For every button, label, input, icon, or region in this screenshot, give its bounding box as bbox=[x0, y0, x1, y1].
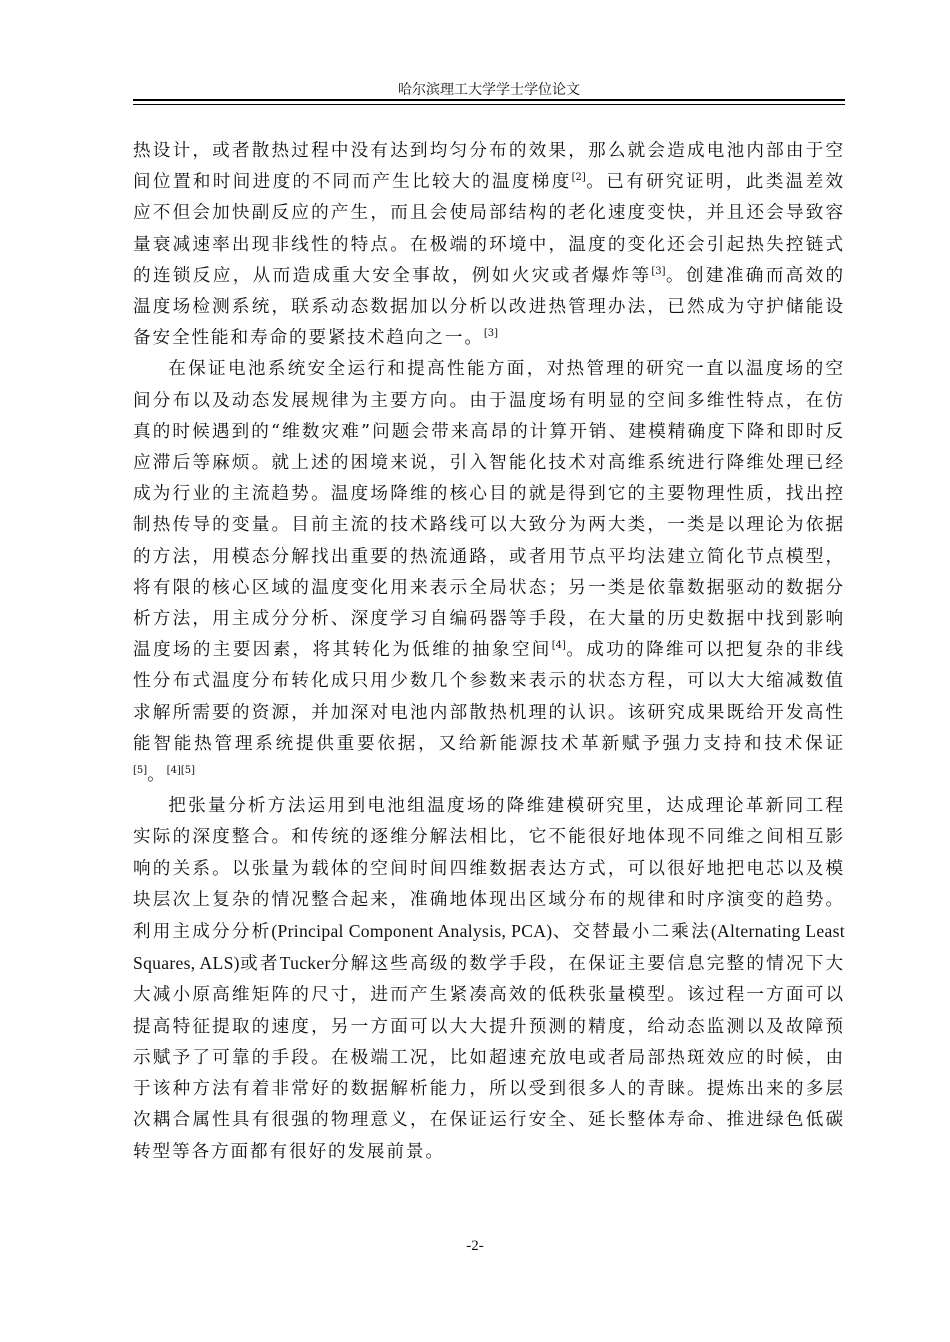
paragraph-1 bbox=[133, 136, 845, 354]
header-rule-thin bbox=[133, 104, 845, 105]
term-pca: (Principal Component Analysis, PCA) bbox=[271, 921, 553, 942]
citation-ref: [5] bbox=[133, 765, 148, 777]
text-run: 在保证电池系统安全运行和提高性能方面，对热管理的研究一直以温度场的空间分布以及动态发展规律为主要方向。由于温度场有明显的空间多维性特点，在仿真的时候遇到的“维数灾难”问题会带来高昂的计算开销、建模精确度下降和即时反应滞后等麻烦。就上述的困境来说，引入智能化技术对高维系统进行降维处理已经成为行业的主流趋势。温度场降维的核心目的就是得到它的主要物理性质，找出控制热传导的变量。目前主流的技术路线可以大致分为两大类，一类是以理论为依据的方法，用模态分解找出重要的热流通路，或者用节点平均法建立简化节点模型，将有限的核心区域的温度变化用来表示全局状态；另一类是依靠数据驱动的数据分析方法，用主成分分析、深度学习自编码器等手段，在大量的历史数据中找到影响温度场的主要因素，将其转化为低维的抽象空间 bbox=[133, 359, 845, 661]
text-run: 把张量分析方法运用到电池组温度场的降维建模研究里，达成理论革新同工程实际的深度整合。和传统的逐维分解法相比，它不能很好地体现不同维之间相互影响的关系。以张量为载体的空间时间四维数据表达方式，可以很好地把电芯以及模块层次上复杂的情况整合起来，准确地体现出区域分布的规律和时序演变的趋势。利用主成分分析 bbox=[133, 796, 845, 943]
citation-ref: [3] bbox=[651, 265, 666, 277]
running-header: 哈尔滨理工大学学士学位论文 bbox=[398, 83, 580, 98]
citation-ref: [4][5] bbox=[166, 765, 196, 777]
citation-ref: [3] bbox=[483, 328, 499, 340]
citation-ref: [4] bbox=[551, 640, 566, 652]
term-als: (Alternating Least Squares, ALS) bbox=[133, 921, 845, 974]
paragraph-2 bbox=[133, 354, 845, 791]
text-run: 分解这些高级的数学手段，在保证主要信息完整的情况下大大减小原高维矩阵的尺寸，进而产生紧凑高效的低秩张量模型。该过程一方面可以提高特征提取的速度，另一方面可以大大提升预测的精度，给动态监测以及故障预示赋予了可靠的手段。在极端工况，比如超速充放电或者局部热斑效应的时候，由于该种方法有着非常好的数据解析能力，所以受到很多人的青睐。提炼出来的多层次耦合属性具有很强的物理意义，在保证运行安全、延长整体寿命、推进绿色低碳转型等各方面都有很好的发展前景。 bbox=[133, 954, 845, 1162]
text-run: 或者 bbox=[239, 954, 280, 975]
term-tucker: Tucker bbox=[279, 953, 331, 974]
text-run: 。已有研究证明，此类温差效应不但会加快副反应的产生，而且会使局部结构的老化速度变快，并且还会导致容量衰减速率出现非线性的特点。在极端的环境中，温度的变化还会引起热失控链式的连锁反应，从而造成重大安全事故，例如火灾或者爆炸等 bbox=[133, 172, 846, 286]
text-run: 、交替最小二乘法 bbox=[552, 922, 711, 943]
paragraph-3 bbox=[133, 791, 845, 1167]
header-rule-thick bbox=[133, 99, 845, 101]
text-run: 。成功的降维可以把复杂的非线性分布式温度分布转化成只用少数几个参数来表示的状态方程，可以大大缩减数值求解所需要的资源，并加深对电池内部散热机理的认识。该研究成果既给开发高性能智能热管理系统提供重要依据，又给新能源技术革新赋予强力支持和技术保证 bbox=[133, 640, 846, 754]
text-run: 热设计，或者散热过程中没有达到均匀分布的效果，那么就会造成电池内部由于空间位置和时间进度的不同而产生比较大的温度梯度 bbox=[133, 141, 845, 193]
text-run: 。创建准确而高效的温度场检测系统，联系动态数据加以分析以改进热管理办法，已然成为守护储能设备安全性能和寿命的要紧技术趋向之一。 bbox=[133, 265, 846, 349]
page-number: -2- bbox=[466, 1238, 484, 1254]
text-run: 。 bbox=[147, 765, 167, 786]
body-text bbox=[133, 136, 845, 1168]
citation-ref: [2] bbox=[571, 172, 586, 184]
